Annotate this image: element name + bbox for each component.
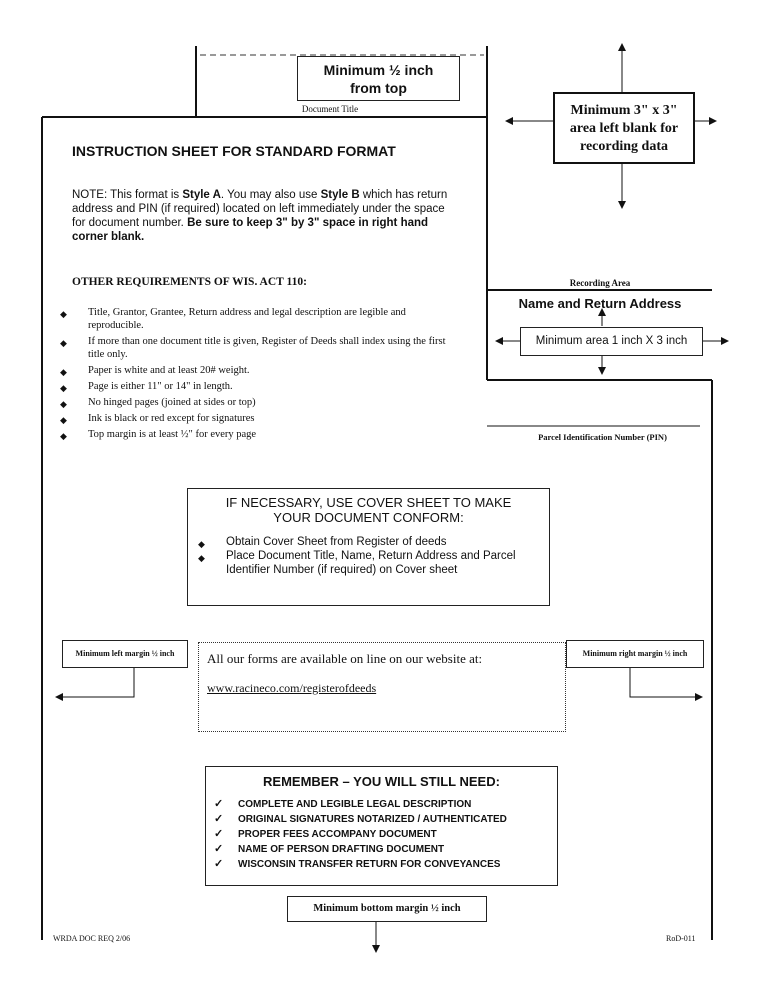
top-margin-line1: Minimum ½ inch — [323, 62, 434, 78]
recording-box-line1: Minimum 3" x 3" — [570, 103, 678, 118]
recording-box-line2: area left blank for — [569, 121, 679, 136]
style-b-label: Style B — [320, 189, 360, 201]
list-item: ◆ Page is either 11" or 14" in length. — [60, 380, 460, 393]
note-paragraph — [72, 188, 457, 244]
list-item: ◆ If more than one document title is given, Register of Deeds shall index using the first title only. — [60, 335, 460, 361]
list-item: ✓ COMPLETE AND LEGIBLE LEGAL DESCRIPTION — [206, 797, 557, 812]
cover-list — [198, 535, 541, 577]
name-return-min-area-box: Minimum area 1 inch X 3 inch — [520, 327, 703, 356]
website-line: All our forms are available on line on our website at: — [207, 651, 483, 666]
list-item: ◆ Title, Grantor, Grantee, Return address and legal description are legible and reproducible. — [60, 306, 460, 332]
website-url[interactable]: www.racineco.com/registerofdeeds — [207, 681, 377, 695]
note-bold-end: Be sure to keep 3" by 3" space in right hand corner blank. — [72, 217, 429, 243]
list-item: ◆ Obtain Cover Sheet from Register of deeds — [198, 535, 541, 549]
list-item: ◆ No hinged pages (joined at sides or top) — [60, 396, 460, 409]
footer-left: WRDA DOC REQ 2/06 — [53, 934, 131, 943]
website-box — [198, 642, 566, 732]
top-margin-line2: from top — [350, 80, 407, 96]
list-item: ◆ Paper is white and at least 20# weight. — [60, 364, 460, 377]
remember-list — [206, 797, 557, 872]
document-title-label: Document Title — [301, 104, 359, 114]
list-item: ◆ Place Document Title, Name, Return Address and Parcel Identifier Number (if required) on Cover sheet — [198, 549, 541, 577]
bottom-margin-box: Minimum bottom margin ½ inch — [287, 896, 487, 922]
page-title: INSTRUCTION SHEET FOR STANDARD FORMAT — [72, 143, 396, 159]
cover-sheet-box — [187, 488, 550, 606]
note-text-1: NOTE: This format is — [72, 189, 183, 201]
right-margin-box: Minimum right margin ½ inch — [566, 640, 704, 668]
list-item: ◆ Top margin is at least ½" for every page — [60, 428, 460, 441]
requirements-list — [60, 306, 460, 441]
recording-area-box — [553, 92, 695, 164]
top-margin-box — [297, 56, 460, 101]
other-requirements-title: OTHER REQUIREMENTS OF WIS. ACT 110: — [72, 276, 307, 288]
recording-box-line3: recording data — [579, 139, 668, 154]
left-margin-box: Minimum left margin ½ inch — [62, 640, 188, 668]
list-item: ✓ NAME OF PERSON DRAFTING DOCUMENT — [206, 842, 557, 857]
recording-area-label: Recording Area — [569, 278, 631, 288]
remember-title: REMEMBER – YOU WILL STILL NEED: — [263, 774, 500, 789]
footer-right: RoD-011 — [666, 934, 696, 943]
list-item: ✓ PROPER FEES ACCOMPANY DOCUMENT — [206, 827, 557, 842]
note-text-2: . You may also use — [220, 189, 321, 201]
list-item: ✓ WISCONSIN TRANSFER RETURN FOR CONVEYANCES — [206, 857, 557, 872]
style-a-label: Style A — [182, 189, 221, 201]
list-item: ✓ ORIGINAL SIGNATURES NOTARIZED / AUTHENTICATED — [206, 812, 557, 827]
cover-line1: IF NECESSARY, USE COVER SHEET TO MAKE — [225, 495, 512, 510]
note-text-3: which has return address and PIN (if required) located on left immediately under the space for document number. — [72, 189, 448, 229]
cover-line2: YOUR DOCUMENT CONFORM: — [273, 510, 464, 525]
list-item: ◆ Ink is black or red except for signatures — [60, 412, 460, 425]
pin-label: Parcel Identification Number (PIN) — [538, 432, 667, 442]
name-return-title: Name and Return Address — [518, 296, 682, 311]
remember-box — [205, 766, 558, 886]
